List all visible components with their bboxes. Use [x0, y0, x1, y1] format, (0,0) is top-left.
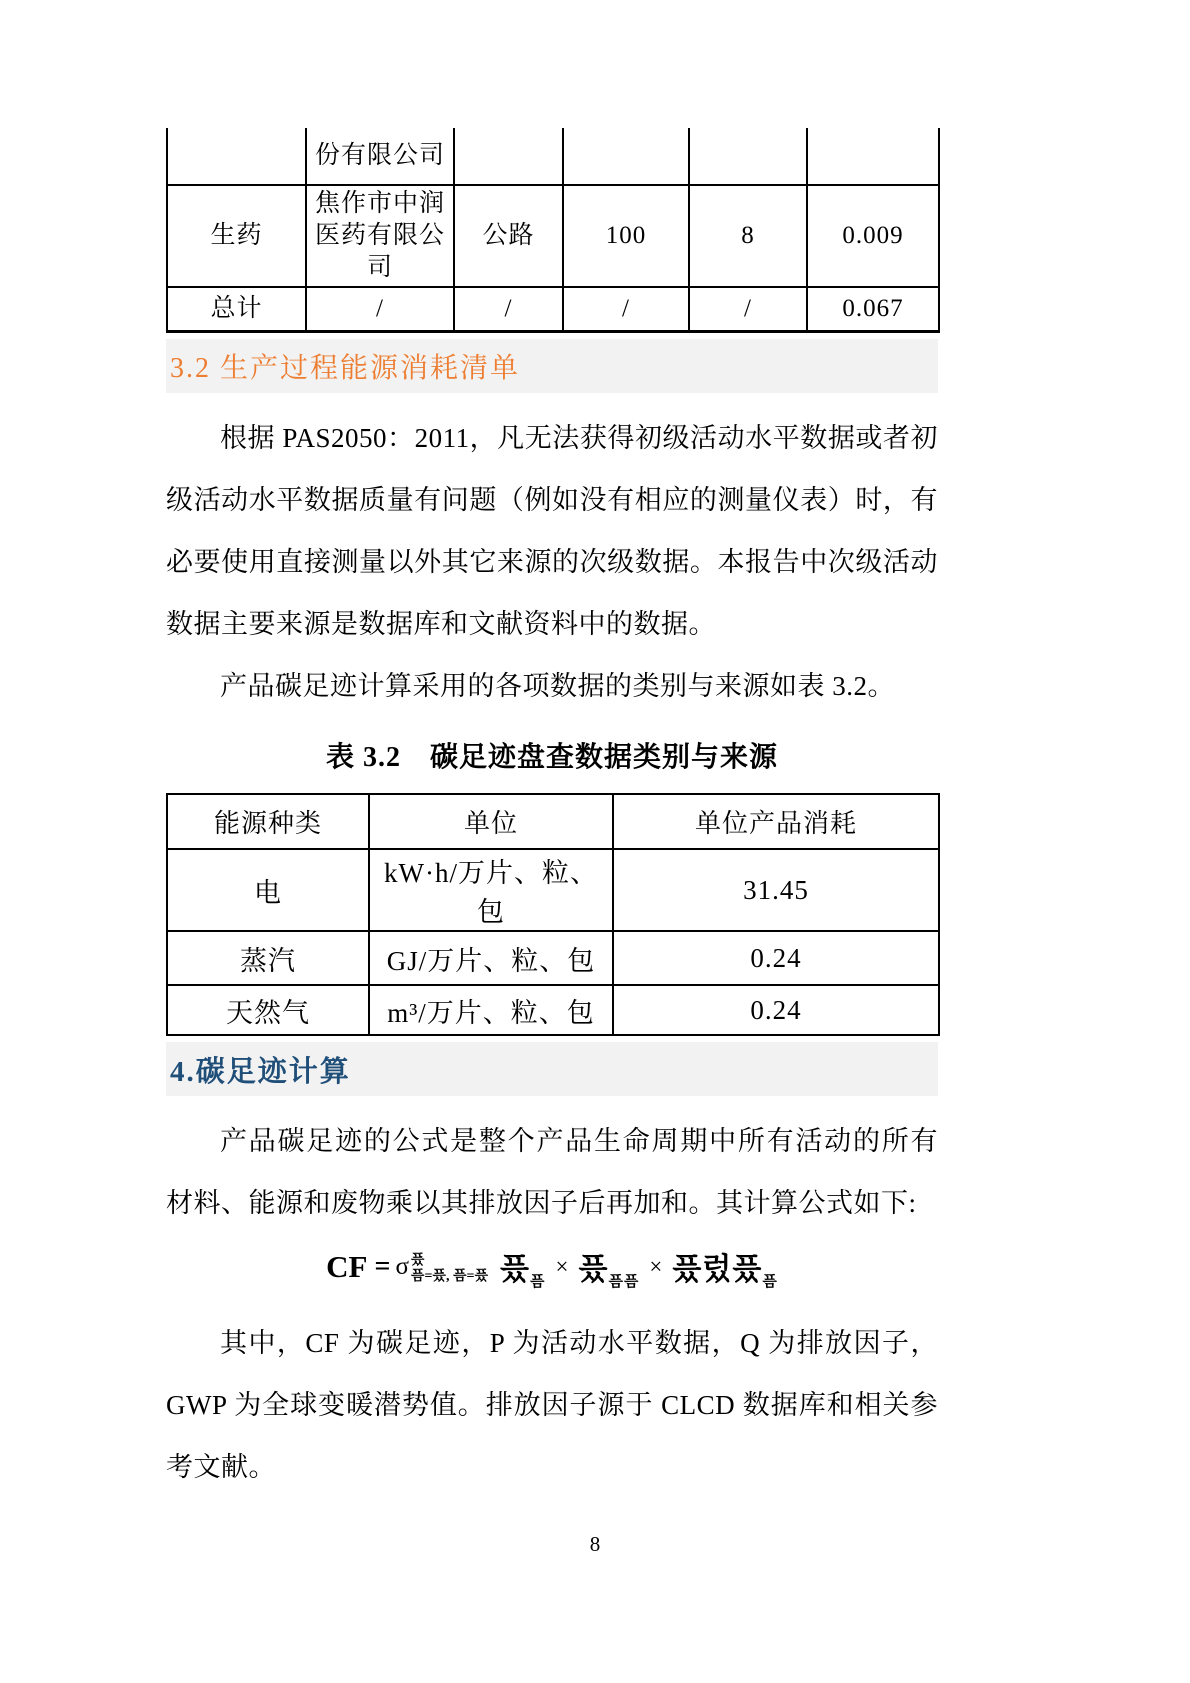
transport-table	[166, 128, 940, 333]
cell: /	[306, 287, 454, 332]
term-base: 픘	[499, 1252, 530, 1286]
cell-total-label: 总计	[167, 287, 306, 332]
term-subscript: 픔	[762, 1273, 778, 1290]
text-line: 考文献。	[166, 1452, 276, 1482]
multiply-sign: ×	[649, 1254, 663, 1279]
cell-consumption: 0.24	[613, 931, 939, 985]
text-line: 材料、能源和废物乘以其排放因子后再加和。其计算公式如下:	[166, 1188, 917, 1218]
cell: /	[563, 287, 689, 332]
cell-energy-type: 蒸汽	[167, 931, 369, 985]
cell-unit: GJ/万片、粒、包	[369, 931, 613, 985]
cell-material: 生药	[167, 185, 306, 287]
text-line: 其中，CF 为碳足迹，P 为活动水平数据，Q 为排放因子，	[220, 1328, 938, 1358]
section-3-2-heading: 3.2 生产过程能源消耗清单	[170, 353, 521, 384]
multiply-sign: ×	[555, 1254, 569, 1279]
cell-unit: kW·h/万片、粒、包	[369, 849, 613, 931]
cell-distance: 100	[563, 185, 689, 287]
carbon-footprint-formula	[166, 1234, 938, 1300]
table-3-2-caption: 表 3.2 碳足迹盘查数据类别与来源	[325, 742, 778, 773]
text-line: 级活动水平数据质量有问题（例如没有相应的测量仪表）时，有	[166, 485, 938, 515]
cell-total-emission: 0.067	[807, 287, 939, 332]
cell-consumption: 31.45	[613, 849, 939, 931]
text-line: 根据 PAS2050：2011，凡无法获得初级活动水平数据或者初	[220, 423, 938, 453]
term-subscript: 픔픔	[608, 1273, 640, 1290]
text-line: 产品碳足迹的公式是整个产品生命周期中所有活动的所有	[220, 1126, 938, 1156]
table-row-natural-gas	[167, 985, 939, 1035]
table-row-electricity	[167, 849, 939, 931]
paragraph-data-source	[166, 655, 938, 717]
cell-transport-mode: 公路	[454, 185, 563, 287]
paragraph-formula-explanation	[166, 1312, 938, 1498]
cell-load: 8	[689, 185, 807, 287]
cell-supplier: 焦作市中润医药有限公司	[306, 185, 454, 287]
header-unit: 单位	[369, 794, 613, 849]
cell	[454, 128, 563, 185]
cell	[167, 128, 306, 185]
formula-lhs: CF	[326, 1249, 368, 1284]
term-subscript: 픔	[529, 1273, 546, 1290]
formula-term-1	[500, 1244, 545, 1291]
text-line: 产品碳足迹计算采用的各项数据的类别与来源如表 3.2。	[220, 671, 895, 701]
page-number: 8	[589, 1532, 601, 1556]
cell	[689, 128, 807, 185]
table-row-total	[167, 287, 939, 332]
section-4-heading-band	[166, 1042, 938, 1096]
cell-unit: m³/万片、粒、包	[369, 985, 613, 1035]
paragraph-pas2050	[166, 407, 938, 655]
cell-company-continued: 份有限公司	[306, 128, 454, 185]
formula-term-3	[672, 1244, 777, 1291]
table-row	[167, 185, 939, 287]
table-header-row	[167, 794, 939, 849]
sigma-symbol: σ	[395, 1253, 409, 1280]
cell-consumption: 0.24	[613, 985, 939, 1035]
cell-energy-type: 天然气	[167, 985, 369, 1035]
cell: /	[454, 287, 563, 332]
cell	[807, 128, 939, 185]
formula-limits	[411, 1253, 488, 1285]
cell-emission: 0.009	[807, 185, 939, 287]
section-3-2-heading-band	[166, 339, 938, 393]
cell	[563, 128, 689, 185]
text-line: GWP 为全球变暖潜势值。排放因子源于 CLCD 数据库和相关参	[166, 1390, 938, 1420]
formula-term-2	[578, 1244, 639, 1291]
energy-consumption-table	[166, 793, 940, 1036]
table-row-partial	[167, 128, 939, 185]
formula-equals: =	[374, 1251, 391, 1282]
formula-lower-limit: 픔=픘, 픔=픘	[410, 1269, 488, 1284]
term-base: 픘	[578, 1252, 609, 1286]
paragraph-formula-intro	[166, 1110, 938, 1234]
text-line: 必要使用直接测量以外其它来源的次级数据。本报告中次级活动	[166, 547, 938, 577]
cell: /	[689, 287, 807, 332]
section-4-heading: 4.碳足迹计算	[170, 1055, 351, 1088]
cell-energy-type: 电	[167, 849, 369, 931]
header-unit-consumption: 单位产品消耗	[613, 794, 939, 849]
table-row-steam	[167, 931, 939, 985]
text-line: 数据主要来源是数据库和文献资料中的数据。	[166, 609, 716, 639]
header-energy-type: 能源种类	[167, 794, 369, 849]
term-base: 픘렀픘	[672, 1252, 763, 1286]
formula-upper-limit: 픘	[410, 1253, 425, 1268]
page-content	[166, 128, 938, 1498]
